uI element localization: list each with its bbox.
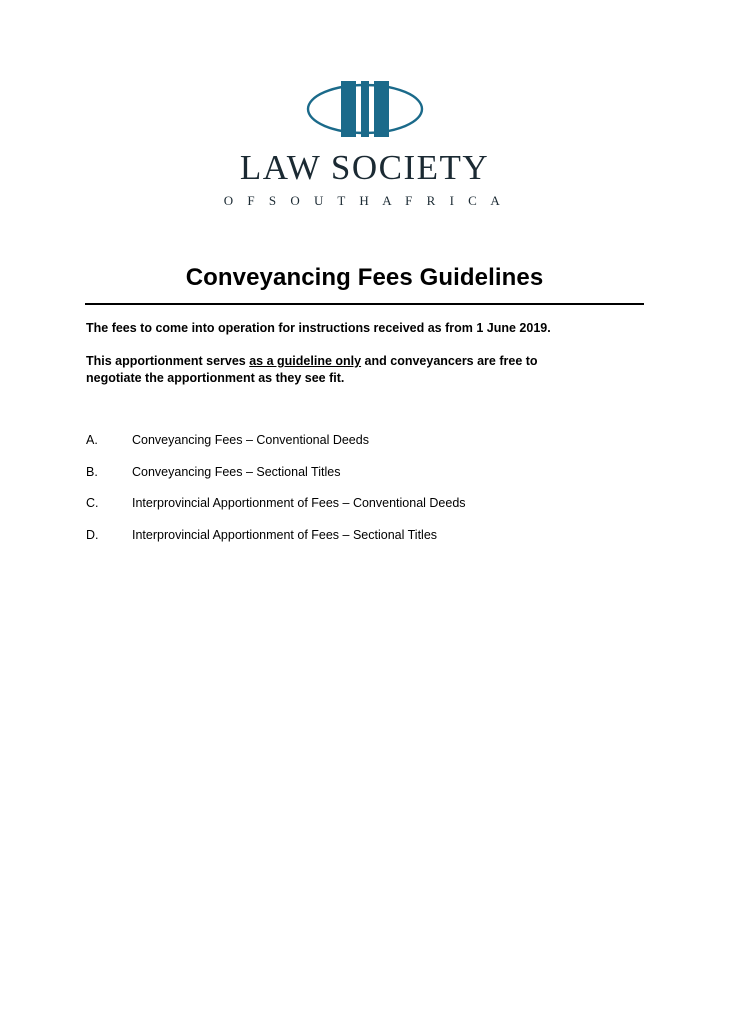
list-item-marker: A. bbox=[86, 433, 98, 447]
effective-date-paragraph: The fees to come into operation for instructions received as from 1 June 2019. bbox=[86, 321, 551, 335]
contents-list bbox=[86, 432, 646, 558]
title-divider bbox=[85, 303, 644, 305]
list-item bbox=[86, 432, 646, 448]
guideline-text-after: and conveyancers are free to negotiate the apportionment as they see fit. bbox=[86, 354, 538, 385]
list-item-label: Interprovincial Apportionment of Fees – Sectional Titles bbox=[132, 527, 438, 542]
list-item bbox=[86, 495, 646, 511]
organisation-logo bbox=[0, 78, 729, 209]
list-item-marker: B. bbox=[86, 464, 98, 479]
list-item bbox=[86, 464, 646, 480]
list-item-label: Interprovincial Apportionment of Fees – Conventional Deeds bbox=[132, 496, 466, 510]
list-item bbox=[86, 527, 646, 543]
list-item-marker: D. bbox=[86, 527, 99, 542]
page-title: Conveyancing Fees Guidelines bbox=[185, 264, 544, 291]
list-item-label: Conveyancing Fees – Sectional Titles bbox=[132, 464, 341, 479]
guideline-text-before: This apportionment serves bbox=[86, 354, 250, 368]
logo-wordmark: LAW SOCIETY bbox=[239, 148, 490, 187]
list-item-label: Conveyancing Fees – Conventional Deeds bbox=[132, 433, 369, 447]
logo-subtitle: O F S O U T H A F R I C A bbox=[223, 192, 506, 208]
guideline-emphasis: as a guideline only bbox=[249, 354, 362, 368]
law-society-pillar-icon bbox=[305, 78, 425, 140]
list-item-marker: C. bbox=[86, 496, 99, 510]
guideline-paragraph bbox=[86, 353, 586, 387]
